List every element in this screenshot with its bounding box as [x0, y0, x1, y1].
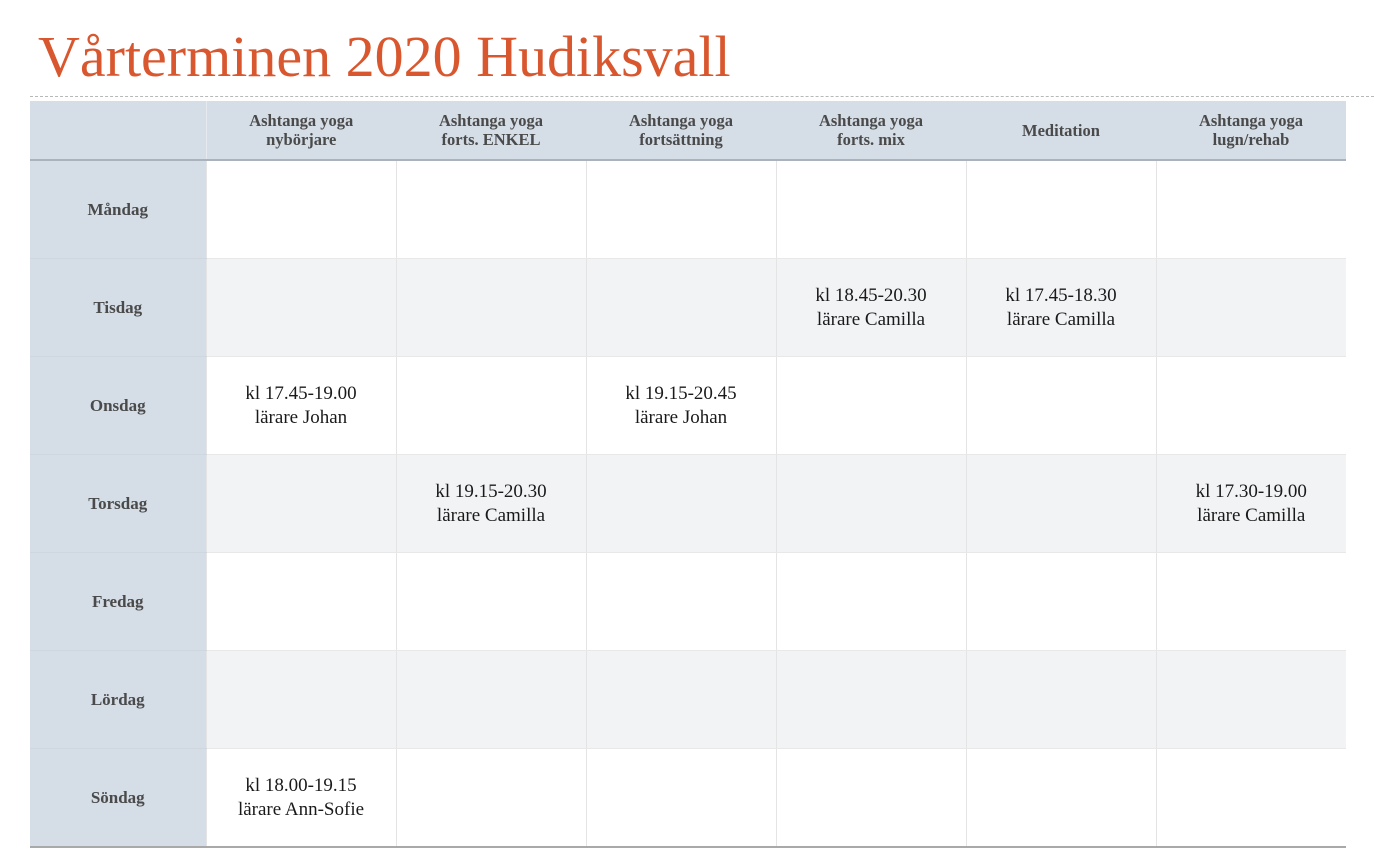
schedule-cell [1156, 160, 1346, 259]
page-title: Vårterminen 2020 Hudiksvall [38, 24, 731, 89]
schedule-cell [396, 553, 586, 651]
class-time: kl 19.15-20.45 [625, 382, 737, 404]
row-header-day: Torsdag [30, 455, 206, 553]
schedule-cell [396, 160, 586, 259]
schedule-cell [966, 749, 1156, 848]
row-header-day: Onsdag [30, 357, 206, 455]
schedule-cell [966, 160, 1156, 259]
schedule-cell [776, 455, 966, 553]
column-header [206, 101, 396, 160]
schedule-cell [1156, 651, 1346, 749]
schedule-cell [206, 160, 396, 259]
class-time: kl 17.45-18.30 [1005, 284, 1117, 306]
schedule-cell [776, 259, 966, 357]
schedule-cell [206, 749, 396, 848]
class-teacher: lärare Camilla [816, 308, 926, 330]
table-row [30, 259, 1346, 357]
schedule-cell [206, 455, 396, 553]
schedule-cell [1156, 259, 1346, 357]
schedule-cell [206, 553, 396, 651]
column-header [396, 101, 586, 160]
schedule-cell [776, 651, 966, 749]
column-header-line2: fortsättning [639, 130, 723, 149]
class-time: kl 17.30-19.00 [1195, 480, 1307, 502]
row-header-day: Söndag [30, 749, 206, 848]
class-time: kl 17.45-19.00 [245, 382, 357, 404]
row-header-day: Måndag [30, 160, 206, 259]
schedule-cell [966, 651, 1156, 749]
header-row [30, 101, 1346, 160]
table-row [30, 651, 1346, 749]
class-time: kl 18.00-19.15 [245, 774, 357, 796]
schedule-cell [586, 259, 776, 357]
table-row [30, 553, 1346, 651]
column-header-line1: Meditation [1022, 120, 1100, 140]
column-header-line2: nybörjare [266, 130, 337, 149]
column-header-line1: Ashtanga yoga [1198, 111, 1304, 130]
column-header-line1: Ashtanga yoga [249, 111, 354, 130]
schedule-cell [396, 357, 586, 455]
row-header-day: Lördag [30, 651, 206, 749]
column-header [966, 101, 1156, 160]
class-teacher: lärare Ann-Sofie [237, 798, 365, 820]
class-teacher: lärare Camilla [1197, 504, 1306, 526]
row-header-day: Fredag [30, 553, 206, 651]
schedule-cell [206, 357, 396, 455]
column-header-line2: lugn/rehab [1212, 130, 1290, 149]
schedule-cell [396, 259, 586, 357]
column-header [586, 101, 776, 160]
schedule-table [30, 101, 1346, 848]
column-header [776, 101, 966, 160]
title-divider [30, 96, 1374, 97]
schedule-cell [966, 553, 1156, 651]
class-time: kl 18.45-20.30 [815, 284, 927, 306]
class-teacher: lärare Johan [634, 406, 728, 428]
schedule-cell [206, 259, 396, 357]
schedule-cell [1156, 749, 1346, 848]
schedule-cell [586, 749, 776, 848]
schedule-cell [966, 357, 1156, 455]
column-header-line2: forts. mix [837, 130, 905, 149]
schedule-cell [966, 259, 1156, 357]
column-header [1156, 101, 1346, 160]
schedule-cell [966, 455, 1156, 553]
table-row [30, 357, 1346, 455]
schedule-cell [776, 160, 966, 259]
schedule-cell [586, 553, 776, 651]
column-header-line1: Ashtanga yoga [628, 111, 734, 130]
schedule-cell [396, 651, 586, 749]
class-time: kl 19.15-20.30 [435, 480, 547, 502]
schedule-cell [776, 749, 966, 848]
schedule-cell [586, 651, 776, 749]
column-header-line1: Ashtanga yoga [438, 111, 544, 130]
schedule-cell [586, 455, 776, 553]
class-teacher: lärare Johan [254, 406, 348, 428]
table-row [30, 160, 1346, 259]
schedule-cell [776, 357, 966, 455]
schedule-cell [776, 553, 966, 651]
schedule-body [30, 160, 1346, 847]
class-teacher: lärare Camilla [436, 504, 546, 526]
table-row [30, 749, 1346, 848]
schedule-cell [586, 160, 776, 259]
column-header-line2: forts. ENKEL [441, 130, 541, 149]
table-row [30, 455, 1346, 553]
schedule-cell [206, 651, 396, 749]
schedule-cell [586, 357, 776, 455]
schedule-cell [1156, 455, 1346, 553]
header-corner-cell [30, 101, 206, 160]
row-header-day: Tisdag [30, 259, 206, 357]
schedule-cell [1156, 553, 1346, 651]
schedule-cell [1156, 357, 1346, 455]
class-teacher: lärare Camilla [1006, 308, 1116, 330]
column-header-line1: Ashtanga yoga [818, 111, 924, 130]
schedule-cell [396, 455, 586, 553]
schedule-cell [396, 749, 586, 848]
